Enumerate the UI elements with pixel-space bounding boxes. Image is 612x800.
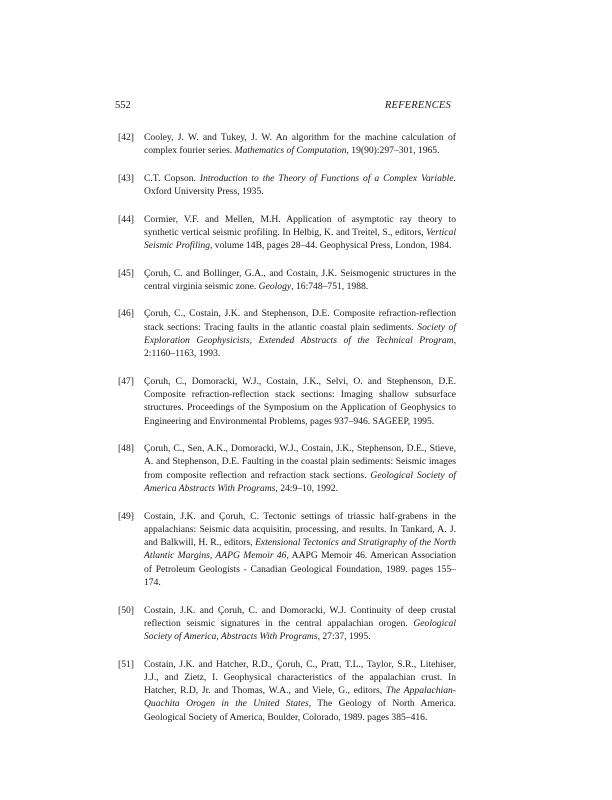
reference-entry xyxy=(118,375,456,428)
reference-italic-segment: Vertical Seismic Profiling xyxy=(144,226,456,252)
reference-number: [43] xyxy=(118,172,134,184)
reference-segment: Costain, J.K. and Çoruh, C. and Domoracki, W.J. Continuity of deep crustal reflection seismic signatures in the central appalachian orogen. xyxy=(144,604,456,629)
reference-entry xyxy=(118,510,456,590)
reference-segment: Çoruh, C., Sen, A.K., Domoracki, W.J., Costain, J.K., Stephenson, D.E., Stieve, A. and Stephenson, D.E. Faulting in the coastal plain sediments: Seismic images from composite reflection and refraction stack sections. xyxy=(144,443,456,481)
reference-segment: Çoruh, C., Domoracki, W.J., Costain, J.K., Selvi, O. and Stephenson, D.E. Composite refraction-reflection stack sections: Imaging shallow subsurface structures. Proceedings of the Symposium on the Application of Geophysics to Engineering and Environmental Problems, pages 937–946. SAGEEP, 1995. xyxy=(144,375,456,427)
reference-number: [42] xyxy=(118,132,134,143)
reference-entry xyxy=(118,604,456,644)
reference-segment: , 19(90):297–301, 1965. xyxy=(346,145,440,157)
reference-text xyxy=(144,511,456,588)
reference-italic-segment: Introduction to the Theory of Functions of a Complex Variable. xyxy=(199,172,456,184)
reference-italic-segment: Extensional Tectonics and Stratigraphy of the North Atlantic Margins, AAPG Memoir 46 xyxy=(144,537,456,562)
reference-number: [50] xyxy=(118,604,134,616)
reference-text xyxy=(144,659,456,723)
reference-number: [47] xyxy=(118,375,134,387)
reference-segment: , 27:37, 1995. xyxy=(317,631,371,643)
reference-segment: , 16:748–751, 1988. xyxy=(291,280,369,292)
reference-italic-segment: Mathematics of Computation xyxy=(234,145,347,157)
reference-segment: C.T. Copson. xyxy=(144,172,200,184)
reference-text xyxy=(144,376,456,427)
reference-number: [51] xyxy=(118,658,134,670)
reference-segment: , The Geology of North America. Geological Society of America, Boulder, Colorado, 1989. pages 385–416. xyxy=(144,698,456,723)
reference-text xyxy=(144,308,456,359)
reference-segment: Costain, J.K. and Hatcher, R.D., Çoruh, C., Pratt, T.L., Taylor, S.R., Litehiser, J.J., and Zietz, I. Geophysical characteristics of the appalachian crust. In Hatcher, R.D, Jr. and Thomas, W.A., and Viele, G., editors, xyxy=(144,658,456,697)
reference-segment: , AAPG Memoir 46. American Association of Petroleum Geologists - Canadian Geological Foundation, 1989. pages 155–174. xyxy=(144,550,456,589)
reference-italic-segment: Geological Society of America Abstracts With Programs xyxy=(144,469,457,495)
reference-number: [49] xyxy=(118,510,134,522)
reference-number: [48] xyxy=(118,443,134,455)
reference-entry xyxy=(118,442,456,495)
reference-entry xyxy=(118,131,456,158)
reference-italic-segment: Society of Exploration Geophysicists, Extended Abstracts of the Technical Program xyxy=(144,321,456,347)
reference-segment: Çoruh, C. and Bollinger, G.A., and Costain, J.K. Seismogenic structures in the central virginia seismic zone. xyxy=(144,267,456,292)
reference-segment: Çoruh, C., Costain, J.K. and Stephenson, D.E. Composite refraction-reflection stack sections: Tracing faults in the atlantic coastal plain sediments. xyxy=(144,308,456,333)
reference-segment: , volume 14B, pages 28–44. Geophysical Press, London, 1984. xyxy=(210,240,452,252)
reference-entry xyxy=(118,307,456,360)
reference-segment: Cormier, V.F. and Mellen, M.H. Application of asymptotic ray theory to synthetic vertical seismic profiling. In Helbig, K. and Treitel, S., editors, xyxy=(144,213,456,238)
reference-segment: , 24:9–10, 1992. xyxy=(275,483,339,495)
running-head: REFERENCES xyxy=(384,100,451,111)
reference-number: [46] xyxy=(118,308,134,320)
reference-segment: Oxford University Press, 1935. xyxy=(144,186,264,198)
reference-entry xyxy=(118,172,456,199)
reference-number: [44] xyxy=(118,213,134,225)
reference-number: [45] xyxy=(118,267,134,279)
reference-entry xyxy=(118,267,456,294)
reference-text xyxy=(144,268,456,292)
reference-italic-segment: Geology xyxy=(258,280,292,292)
reference-entry xyxy=(118,213,456,253)
reference-text xyxy=(144,132,456,156)
reference-segment: Costain, J.K. and Çoruh, C. Tectonic settings of triassic half-grabens in the appalachians: Seismic data acquisitin, processing, and results. In Tankard, A. J. and Balkwill, H. R., editors, xyxy=(144,510,456,549)
reference-list xyxy=(118,131,456,738)
reference-italic-segment: Geological Society of America, Abstracts With Programs xyxy=(144,617,456,643)
reference-entry xyxy=(118,658,456,724)
reference-text xyxy=(144,173,456,197)
reference-segment: , 2:1160–1163, 1993. xyxy=(144,335,456,360)
reference-text xyxy=(144,605,456,643)
reference-segment: Cooley, J. W. and Tukey, J. W. An algorithm for the machine calculation of complex fourier series. xyxy=(144,132,456,157)
page-number: 552 xyxy=(115,100,131,111)
reference-text xyxy=(144,214,456,252)
reference-italic-segment: The Appalachian-Quachita Orogen in the United States xyxy=(144,685,456,710)
page-header xyxy=(115,100,451,114)
reference-text xyxy=(144,443,456,494)
